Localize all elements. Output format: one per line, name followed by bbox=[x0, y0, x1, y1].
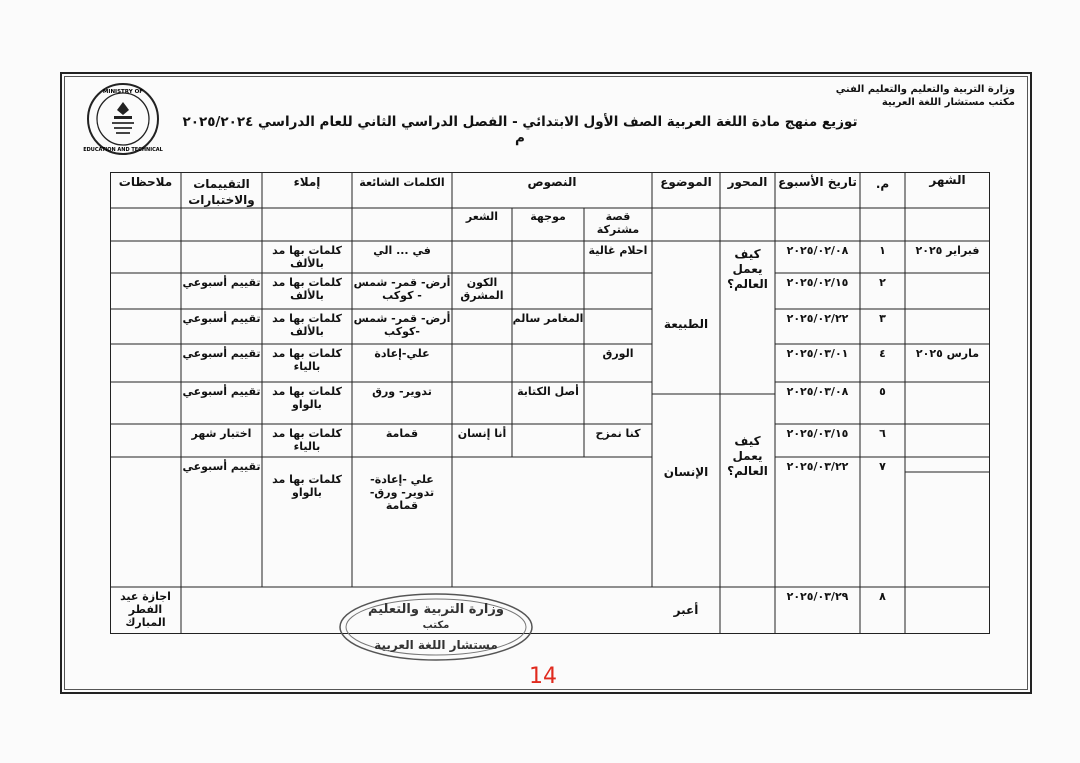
office-stamp bbox=[338, 592, 534, 662]
topic-human: الإنسان bbox=[663, 465, 709, 479]
row-1-words: في ... الي bbox=[373, 244, 431, 257]
month-mar: مارس ٢٠٢٥ bbox=[915, 347, 980, 360]
page-number: 14 bbox=[529, 664, 557, 689]
row-3-words: أرض- قمر- شمس -كوكب bbox=[353, 312, 451, 338]
stamp-line-3: مستشار اللغة العربية bbox=[374, 638, 498, 652]
table-grid bbox=[110, 172, 990, 634]
row-7-num: ٧ bbox=[879, 460, 886, 473]
month-feb: فبراير ٢٠٢٥ bbox=[915, 244, 980, 257]
col-dictation: إملاء bbox=[293, 175, 321, 189]
row-5-guided: أصل الكتابة bbox=[517, 385, 579, 398]
row-5-words: تدوير- ورق bbox=[372, 385, 432, 398]
stamp-line-2: مكتب bbox=[422, 620, 450, 631]
row-1-date: ٢٠٢٥/٠٢/٠٨ bbox=[786, 244, 849, 257]
axis-2: كيف يعمل العالم؟ bbox=[727, 434, 768, 478]
row-2-poetry: الكون المشرق bbox=[460, 276, 504, 302]
col-week-date: تاريخ الأسبوع bbox=[778, 175, 857, 189]
ministry-logo-seal bbox=[78, 82, 168, 156]
col-common-words: الكلمات الشائعة bbox=[359, 176, 445, 189]
col-shared-story: قصة مشتركة bbox=[596, 210, 640, 236]
row-4-num: ٤ bbox=[879, 347, 886, 360]
row-8-date: ٢٠٢٥/٠٣/٢٩ bbox=[786, 590, 849, 603]
row-2-num: ٢ bbox=[879, 276, 886, 289]
svg-text:EDUCATION AND TECHNICAL: EDUCATION AND TECHNICAL bbox=[83, 147, 163, 153]
row-5-date: ٢٠٢٥/٠٣/٠٨ bbox=[786, 385, 849, 398]
row-7-assess: تقييم أسبوعي bbox=[182, 460, 261, 473]
row-4-dictation: كلمات بها مد بالياء bbox=[272, 347, 342, 373]
row-3-num: ٣ bbox=[879, 312, 886, 325]
row-4-date: ٢٠٢٥/٠٣/٠١ bbox=[786, 347, 849, 360]
topic-nature: الطبيعة bbox=[663, 317, 709, 331]
col-notes: ملاحظات bbox=[118, 175, 173, 189]
row-5-dictation: كلمات بها مد بالواو bbox=[272, 385, 342, 411]
row-3-guided: المغامر سالم bbox=[512, 312, 584, 325]
row-6-dictation: كلمات بها مد بالياء bbox=[272, 427, 342, 453]
row-6-num: ٦ bbox=[879, 427, 886, 440]
row-2-date: ٢٠٢٥/٠٢/١٥ bbox=[786, 276, 849, 289]
row-1-num: ١ bbox=[879, 244, 886, 257]
topic-express: أعبر bbox=[673, 603, 699, 617]
row-3-dictation: كلمات بها مد بالألف bbox=[272, 312, 342, 338]
svg-text:MINISTRY OF: MINISTRY OF bbox=[102, 89, 144, 95]
holiday-note: اجازة عيد الفطر المبارك bbox=[120, 590, 171, 629]
row-5-assess: تقييم أسبوعي bbox=[182, 385, 261, 398]
col-poetry: الشعر bbox=[465, 210, 499, 223]
stamp-line-1: وزارة التربية والتعليم bbox=[368, 602, 504, 617]
col-topic: الموضوع bbox=[660, 175, 712, 189]
col-num: م. bbox=[875, 177, 890, 191]
row-3-date: ٢٠٢٥/٠٢/٢٢ bbox=[786, 312, 849, 325]
row-6-assess: اختبار شهر bbox=[191, 427, 252, 440]
row-7-dictation: كلمات بها مد بالواو bbox=[272, 473, 342, 499]
row-4-words: علي-إعادة bbox=[374, 347, 430, 360]
row-2-words: أرض- قمر- شمس - كوكب bbox=[353, 276, 451, 302]
col-guided: موجهة bbox=[530, 210, 566, 223]
col-texts: النصوص bbox=[527, 175, 577, 189]
row-6-story: كنا نمزح bbox=[595, 427, 641, 440]
row-1-dictation: كلمات بها مد بالألف bbox=[272, 244, 342, 270]
row-7-date: ٢٠٢٥/٠٣/٢٢ bbox=[786, 460, 849, 473]
row-6-date: ٢٠٢٥/٠٣/١٥ bbox=[786, 427, 849, 440]
col-axis: المحور bbox=[727, 175, 768, 189]
row-6-words: قمامة bbox=[385, 427, 419, 440]
row-8-num: ٨ bbox=[879, 590, 886, 603]
row-2-dictation: كلمات بها مد بالألف bbox=[272, 276, 342, 302]
row-2-assess: تقييم أسبوعي bbox=[182, 276, 261, 289]
row-1-story: احلام غالية bbox=[588, 244, 648, 257]
row-4-story: الورق bbox=[602, 347, 634, 360]
row-6-poetry: أنا إنسان bbox=[457, 427, 507, 440]
ministry-header bbox=[836, 83, 1015, 109]
schedule-table bbox=[110, 172, 990, 634]
office-name: مكتب مستشار اللغة العربية bbox=[881, 97, 1015, 108]
row-7-words: علي -إعادة- تدوير- ورق- قمامة bbox=[369, 473, 435, 512]
axis-1: كيف يعمل العالم؟ bbox=[727, 247, 768, 291]
row-4-assess: تقييم أسبوعي bbox=[182, 347, 261, 360]
ministry-name: وزارة التربية والتعليم والتعليم الفني bbox=[835, 84, 1015, 95]
row-5-num: ٥ bbox=[879, 385, 886, 398]
row-3-assess: تقييم أسبوعي bbox=[182, 312, 261, 325]
page-title: توزيع منهج مادة اللغة العربية الصف الأول الابتدائي - الفصل الدراسي الثاني للعام الدراسي ٢٠٢٥/٢٠٢٤ م bbox=[182, 114, 858, 146]
col-month: الشهر bbox=[929, 173, 966, 187]
col-assessments: التقييمات والاختبارات bbox=[188, 177, 255, 207]
